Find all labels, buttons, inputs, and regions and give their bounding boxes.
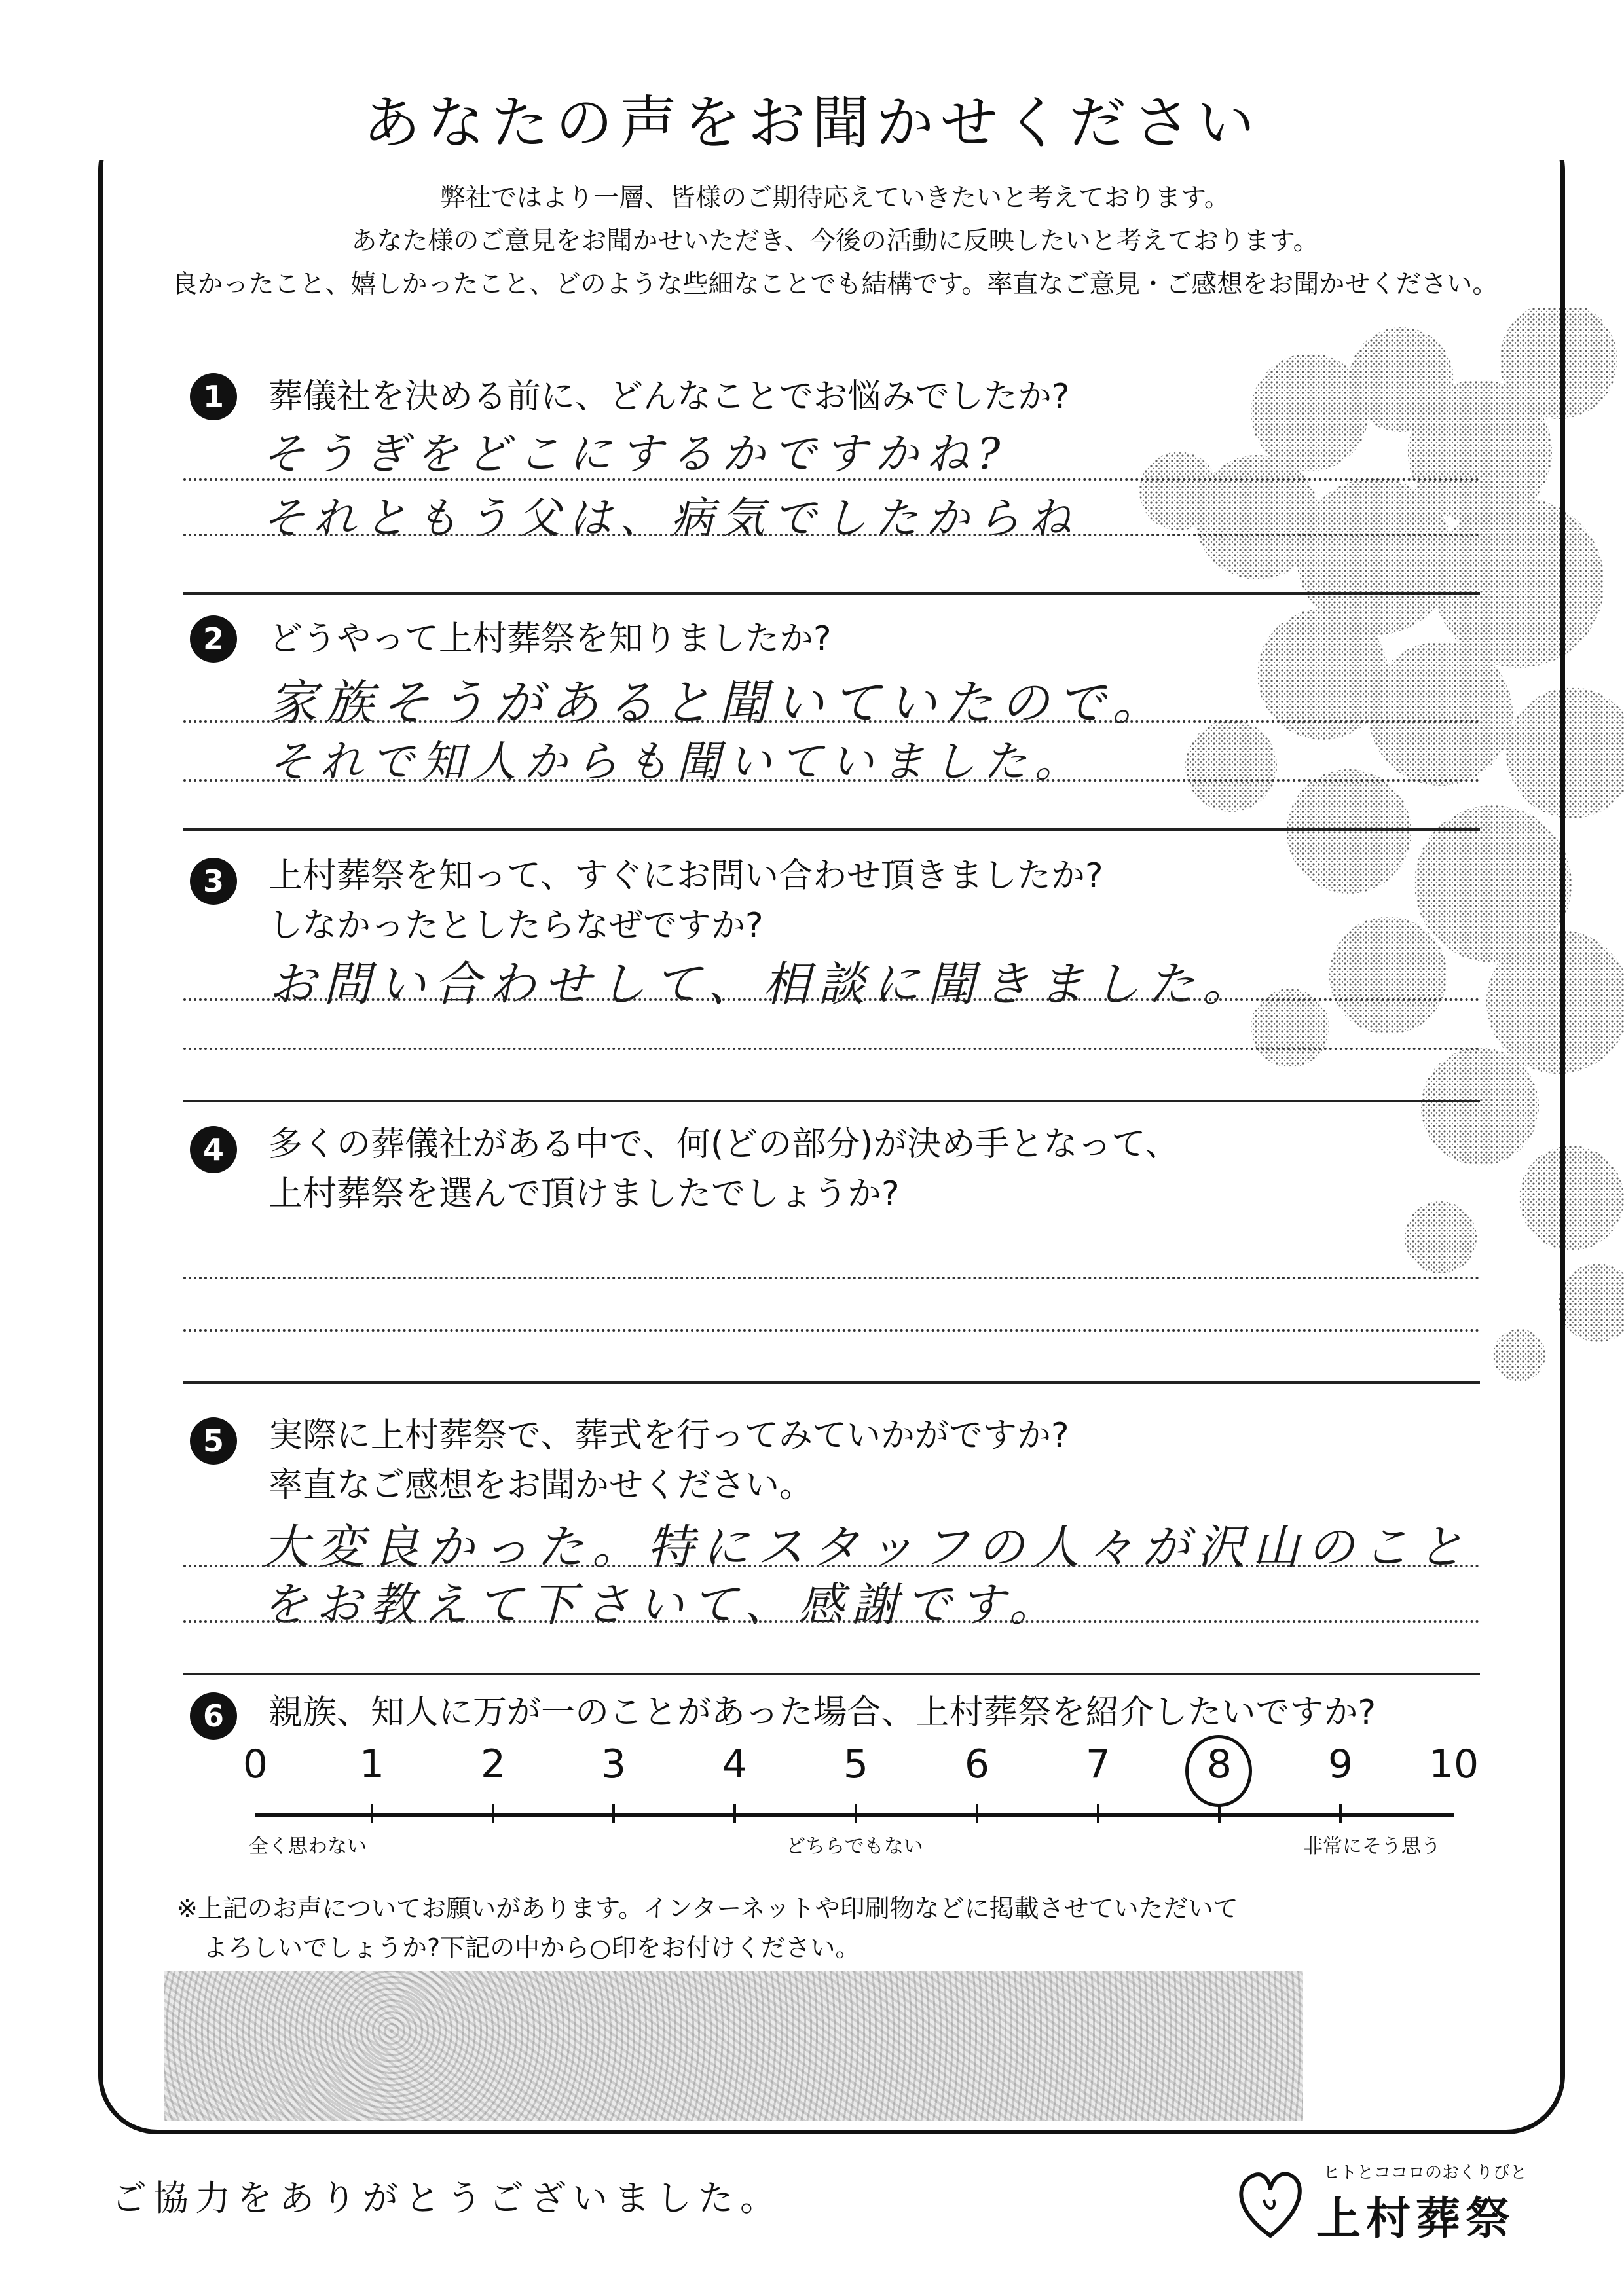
scale-number[interactable]: 3 — [600, 1741, 627, 1787]
section-divider — [183, 1673, 1480, 1675]
answer-line — [183, 720, 1480, 723]
handwritten-answer: お問い合わせして、相談に聞きました。 — [268, 957, 1258, 1011]
scale-number[interactable]: 7 — [1085, 1741, 1111, 1787]
scale-tick — [1097, 1804, 1099, 1823]
question-number-badge: 2 — [190, 615, 237, 663]
thanks-message: ご協力をありがとうございました。 — [111, 2178, 782, 2219]
answer-line — [183, 998, 1480, 1001]
answer-line — [183, 534, 1480, 536]
answer-line — [183, 779, 1480, 782]
heart-logo-icon — [1231, 2160, 1310, 2246]
intro-line: 良かったこと、嬉しかったこと、どのような些細なことでも結構です。率直なご意見・ご感想をお聞かせください。 — [172, 270, 1498, 299]
scale-label-low: 全く思わない — [249, 1835, 367, 1858]
question-text: 実際に上村葬祭で、葬式を行ってみていかがですか? 率直なご感想をお聞かせください。 — [268, 1416, 1069, 1505]
handwritten-answer: をお教えて下さいて、感謝です。 — [262, 1578, 1063, 1631]
answer-line — [183, 1620, 1480, 1623]
scale-tick — [612, 1804, 615, 1823]
handwritten-answer: そうぎをどこにするかですかね? — [262, 429, 1008, 479]
question-text: 上村葬祭を知って、すぐにお問い合わせ頂きましたか? しなかったとしたらなぜですか? — [268, 856, 1103, 945]
scale-tick — [976, 1804, 978, 1823]
scale-label-high: 非常にそう思う — [1303, 1835, 1441, 1858]
scale-number[interactable]: 1 — [359, 1741, 385, 1787]
scale-number[interactable]: 4 — [722, 1741, 748, 1787]
scale-number-selected[interactable]: 8 — [1206, 1741, 1232, 1787]
page-title: あなたの声をお聞かせください — [0, 77, 1624, 160]
handwritten-answer: それで知人からも聞いていました。 — [268, 737, 1086, 787]
redacted-area — [164, 1971, 1303, 2121]
selection-circle-icon — [1185, 1735, 1252, 1807]
scale-number[interactable]: 6 — [964, 1741, 990, 1787]
scale-tick — [1339, 1804, 1342, 1823]
section-divider — [183, 828, 1480, 831]
consent-note — [177, 1889, 1486, 1967]
answer-line — [183, 1048, 1480, 1050]
intro-line: 弊社ではより一層、皆様のご期待応えていきたいと考えております。 — [440, 183, 1230, 213]
answer-line — [183, 478, 1480, 481]
scale-number[interactable]: 0 — [242, 1741, 268, 1787]
scale-number[interactable]: 10 — [1428, 1741, 1479, 1787]
scale-label-mid: どちらでもない — [786, 1835, 923, 1858]
intro-text — [164, 177, 1506, 306]
question-number-badge: 6 — [190, 1692, 237, 1740]
scale-number[interactable]: 9 — [1327, 1741, 1354, 1787]
section-divider — [183, 1381, 1480, 1384]
answer-line — [183, 1329, 1480, 1332]
question-number-badge: 4 — [190, 1126, 237, 1173]
question-number-badge: 3 — [190, 858, 237, 905]
question-text: 多くの葬儀社がある中で、何(どの部分)が決め手となって、 上村葬祭を選んで頂けましたでしょうか? — [268, 1125, 1179, 1214]
scale-tick — [733, 1804, 736, 1823]
handwritten-answer: 家族そうがあると聞いていたので。 — [268, 675, 1169, 731]
handwritten-answer: 大変良かった。特にスタッフの人々が沢山のこと — [262, 1520, 1473, 1575]
scale-number[interactable]: 2 — [480, 1741, 506, 1787]
scale-tick — [492, 1804, 494, 1823]
answer-line — [183, 1565, 1480, 1567]
question-text: 親族、知人に万が一のことがあった場合、上村葬祭を紹介したいですか? — [268, 1693, 1376, 1732]
scale-number[interactable]: 5 — [843, 1741, 869, 1787]
question-number-badge: 1 — [190, 373, 237, 420]
intro-line: あなた様のご意見をお聞かせいただき、今後の活動に反映したいと考えております。 — [351, 227, 1319, 256]
question-text: どうやって上村葬祭を知りましたか? — [268, 619, 832, 659]
question-text: 葬儀社を決める前に、どんなことでお悩みでしたか? — [268, 377, 1070, 416]
logo-tagline: ヒトとココロのおくりびと — [1323, 2163, 1528, 2183]
question-number-badge: 5 — [190, 1417, 237, 1465]
note-line: よろしいでしょうか?下記の中から○印をお付けください。 — [203, 1933, 860, 1962]
section-divider — [183, 592, 1480, 595]
handwritten-answer: それともう父は、病気でしたからね — [262, 493, 1079, 543]
scale-tick — [371, 1804, 373, 1823]
answer-line — [183, 1277, 1480, 1279]
section-divider — [183, 1100, 1480, 1102]
note-line: ※上記のお声についてお願いがあります。インターネットや印刷物などに掲載させていただいて — [177, 1894, 1238, 1923]
logo-name: 上村葬祭 — [1316, 2193, 1516, 2245]
scale-tick — [855, 1804, 857, 1823]
